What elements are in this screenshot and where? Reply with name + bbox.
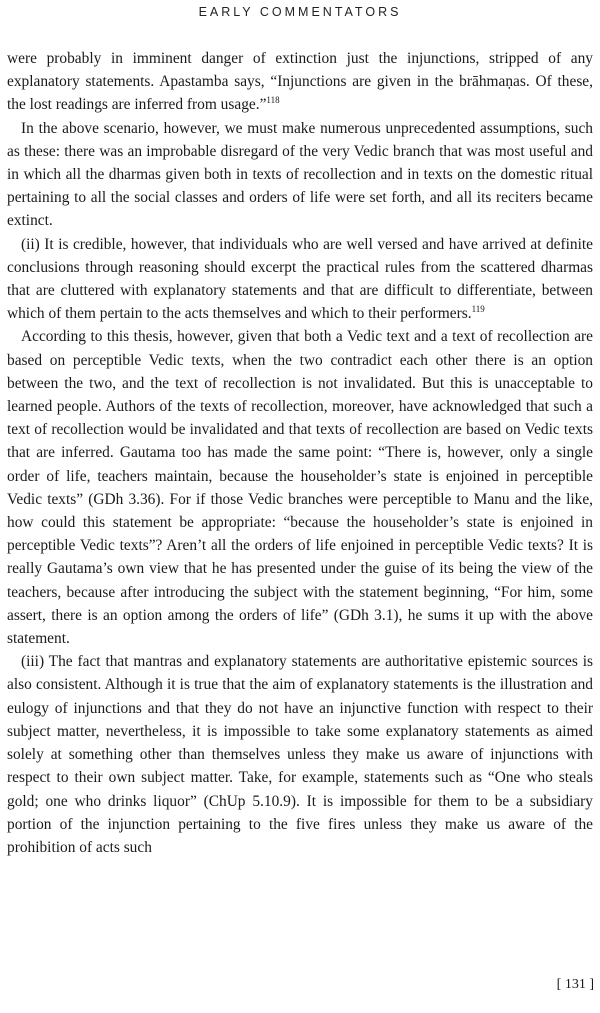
paragraph-2: In the above scenario, however, we must make numerous unprecedented assumptions, such as these: there was an improbable disregard of the very Vedic branch that was most useful and in which all the dharmas given both in texts of recollection and in texts on the domestic ritual pertaining to all the social classes and orders of life were set forth, and all its reciters became extinct. <box>7 119 593 230</box>
page-number: [ 131 ] <box>556 977 594 992</box>
running-head: EARLY COMMENTATORS <box>198 5 402 19</box>
paragraph-1-text: were probably in imminent danger of extinction just the injunctions, stripped of any explanatory statements. Apastamba says, “Injunctions are given in the brāhmaṇas. Of these, the lost readings are inferred from usage.” <box>7 50 593 114</box>
footnote-ref-118: 118 <box>266 95 280 106</box>
paragraph-3-text: (ii) It is credible, however, that individuals who are well versed and have arrived at definite conclusions through reasoning should excerpt the practical rules from the scattered dharmas that are cluttered with explanatory statements and that are difficult to differentiate, between which of them pertain to the acts themselves and which to their performers. <box>7 235 593 323</box>
paragraph-1 <box>7 47 593 117</box>
footnote-ref-119: 119 <box>471 304 485 315</box>
body-text <box>7 47 593 859</box>
paragraph-5: (iii) The fact that mantras and explanatory statements are authoritative epistemic sources is also consistent. Although it is true that the aim of explanatory statements is the illustration and eulogy of injunctions and that they do not have an injunctive function with respect to their subject matter, nevertheless, it is impossible to take some explanatory statements as aimed solely at something other than themselves unless they make us aware of injunctions with respect to their own subject matter. Take, for example, statements such as “One who steals gold; one who drinks liquor” (ChUp 5.10.9). It is impossible for them to be a subsidiary portion of the injunction pertaining to the five fires unless they make us aware of the prohibition of acts such <box>7 653 593 856</box>
paragraph-4: According to this thesis, however, given that both a Vedic text and a text of recollection are based on perceptible Vedic texts, when the two contradict each other there is an option between the two, and the text of recollection is not invalidated. But this is unacceptable to learned people. Authors of the texts of recollection, moreover, have acknowledged that such a text of recollection would be invalidated and that texts of recollection are based on Vedic texts that are inferred. Gautama too has made the same point: “There is, however, only a single order of life, teachers maintain, because the householder’s state is enjoined in perceptible Vedic texts” (GDh 3.36). For if those Vedic branches were perceptible to Manu and the like, how could this statement be appropriate: “because the householder’s state is enjoined in perceptible Vedic texts”? Aren’t all the orders of life enjoined in perceptible Vedic texts? It is really Gautama’s own view that he has presented under the guise of its being the view of the teachers, because after introducing the subject with the statement beginning, “For him, some assert, there is an option among the orders of life” (GDh 3.1), he sums it up with the above statement. <box>7 328 593 648</box>
paragraph-3 <box>7 233 593 326</box>
